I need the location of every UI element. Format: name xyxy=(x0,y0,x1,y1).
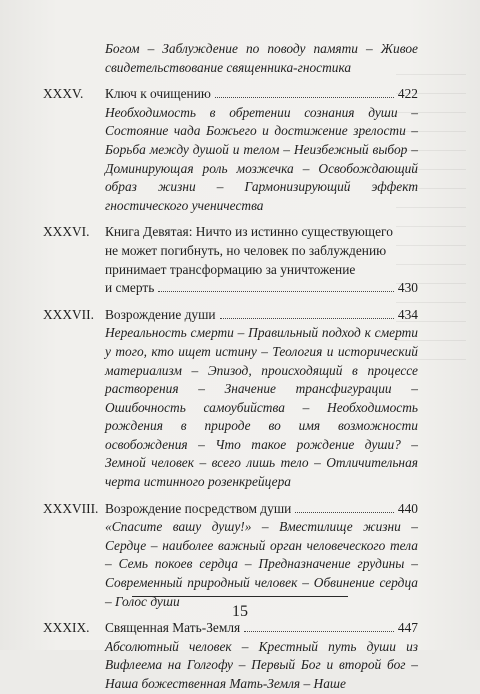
dot-leader xyxy=(244,631,394,632)
chapter-title-line xyxy=(105,619,418,638)
toc-entry-xxxvi xyxy=(43,223,418,297)
dot-leader xyxy=(158,291,394,292)
page-ref: 430 xyxy=(397,280,418,296)
page-footer xyxy=(0,596,480,621)
toc-entry-xxxv xyxy=(43,85,418,104)
toc-entry-xxxvii xyxy=(43,306,418,325)
page-ref: 440 xyxy=(397,500,418,516)
chapter-title-line xyxy=(105,306,418,325)
chapter-description: «Спасите вашу душу!» – Вместилище жизни – Сердце – наиболее важный орган человеческого тела – Семь покоев сердца – Предназначение грудины – Современный природный человек – Обвинение сердца – Голос души xyxy=(105,519,418,609)
chapter-title-line-1: Книга Девятая: Ничто из истинно существующего xyxy=(105,224,393,240)
page-ref: 434 xyxy=(397,306,418,322)
chapter-title: Священная Мать-Земля xyxy=(105,620,241,636)
footer-rule xyxy=(132,596,348,597)
dot-leader xyxy=(215,97,394,98)
chapter-title: Возрождение души xyxy=(105,306,216,322)
chapter-number: XXXVII. xyxy=(43,306,94,322)
page-ref: 422 xyxy=(397,86,418,102)
chapter-title-line-3: принимает трансформацию за уничтожение xyxy=(105,261,356,277)
dot-leader xyxy=(295,512,394,513)
toc-entry-xxxviii xyxy=(43,500,418,519)
chapter-description: Нереальность смерти – Правильный подход к смерти у того, кто ищет истину – Теология и исторический материализм – Эпизод, происходящий в процессе растворения – Значение трансфигурации – Ошибочность самоубийства – Необходимость рождения в природе во имя возможности освобождения – Что такое рождение души? – Земной человек – всего лишь тело – Отличительная черта истинного розенкрейцера xyxy=(105,325,418,490)
chapter-title: Ключ к очищению xyxy=(105,86,211,102)
chapter-title: Возрождение посредством души xyxy=(105,500,292,516)
page-ref: 447 xyxy=(397,620,418,636)
chapter-description: Необходимость в обретении сознания души – Состояние чада Божьего и достижение зрелости – Борьба между душой и телом – Неизбежный выбор – Доминирующая роль мозжечка – Освобождающий образ жизни – Гармонизирующий эффект гностического ученичества xyxy=(105,104,418,213)
page-number: 15 xyxy=(232,603,248,620)
chapter-title-line-4 xyxy=(105,279,418,298)
toc-entry-xxxix xyxy=(43,619,418,638)
chapter-number: XXXVI. xyxy=(43,224,90,240)
chapter-number: XXXIX. xyxy=(43,620,90,636)
dot-leader xyxy=(220,318,394,319)
chapter-number: XXXVIII. xyxy=(43,500,99,516)
chapter-title-end: и смерть xyxy=(105,280,155,296)
chapter-description: Абсолютный человек – Крестный путь души из Вифлеема на Голгофу – Первый Бог и второй бог – Наша божественная Мать-Земля – Наше xyxy=(105,638,418,691)
chapter-title-line xyxy=(105,85,418,104)
chapter-title-line-2: не может погибнуть, но человек по заблуждению xyxy=(105,242,387,258)
chapter-number: XXXV. xyxy=(43,86,84,102)
chapter-title-line xyxy=(105,500,418,519)
chapter-title-block xyxy=(105,223,418,297)
continuation-description: Богом – Заблуждение по поводу памяти – Живое свидетельствование священника-гностика xyxy=(105,41,418,75)
